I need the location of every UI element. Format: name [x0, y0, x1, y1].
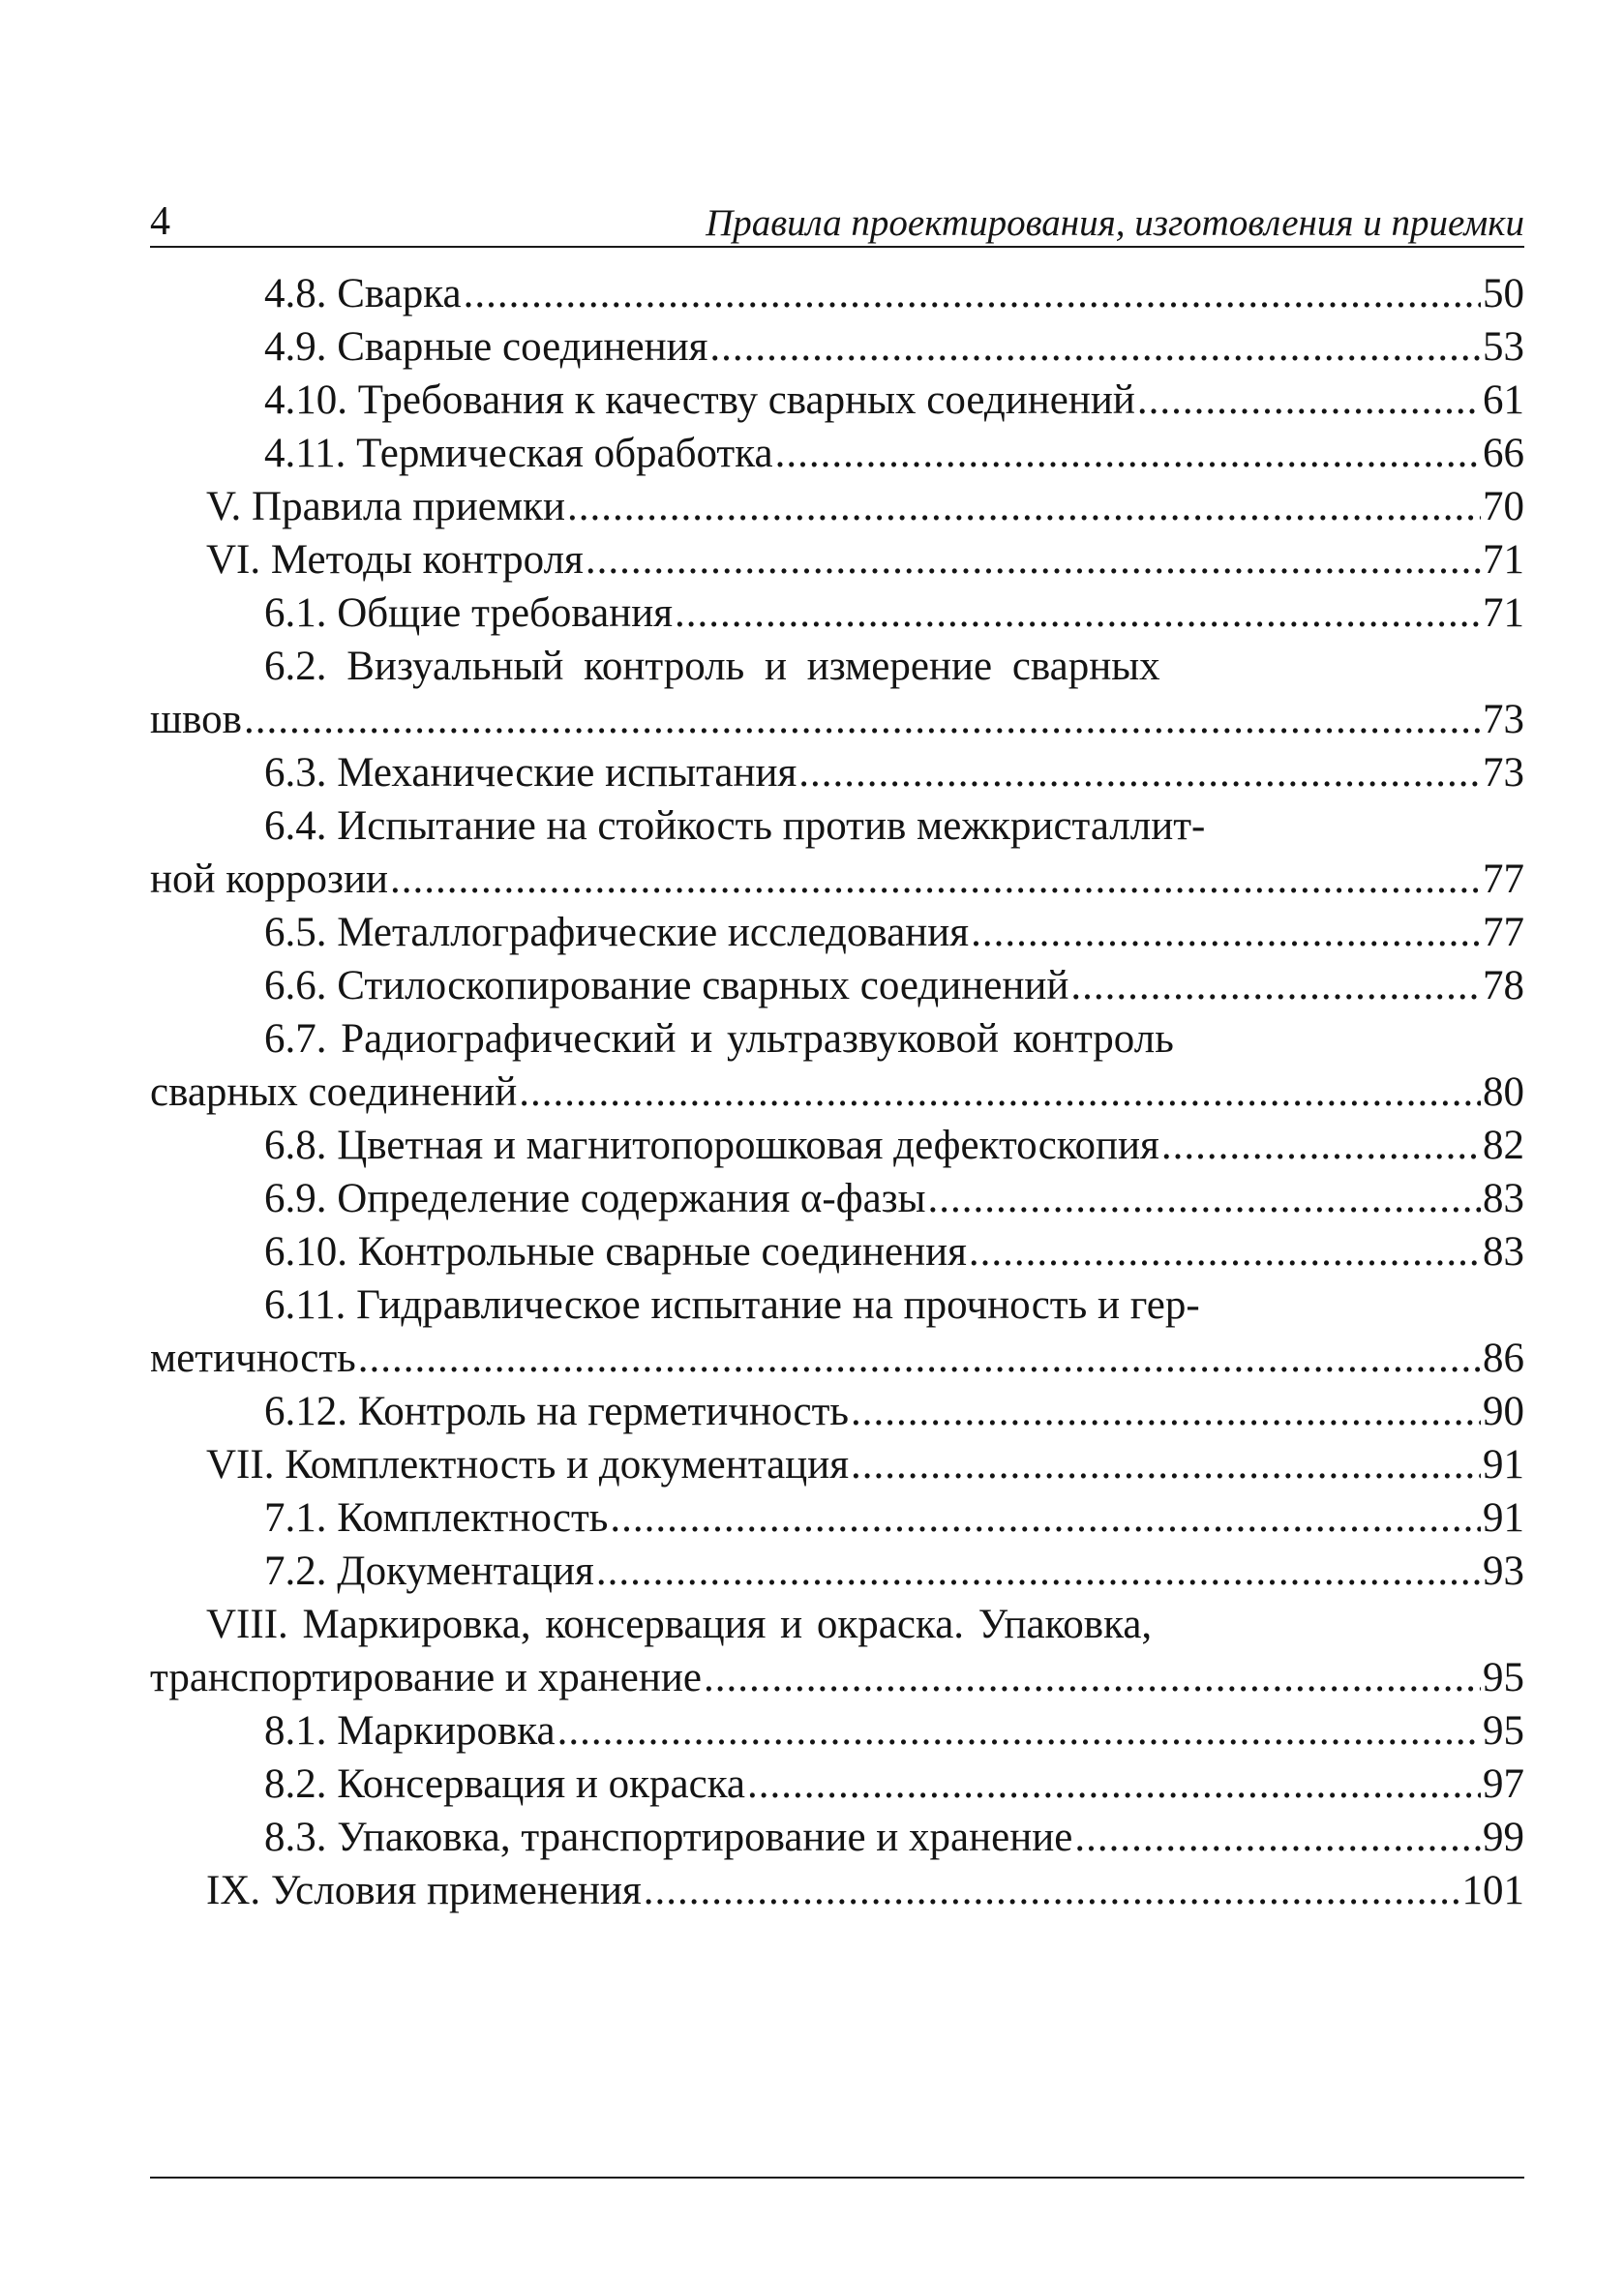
toc-entry-page: 53	[1483, 324, 1524, 370]
running-title: Правила проектирования, изготовления и приемки	[706, 202, 1524, 244]
dot-leader	[1161, 1119, 1481, 1172]
toc-entry-page: 97	[1483, 1761, 1524, 1807]
toc-entry-label: VII. Комплектность и документация	[206, 1442, 849, 1488]
toc-entry-page: 95	[1483, 1655, 1524, 1700]
toc-entry-label: 6.8. Цветная и магнитопорошковая дефектоскопия	[264, 1123, 1159, 1168]
dot-leader	[390, 853, 1481, 906]
toc-entry-page: 90	[1483, 1389, 1524, 1434]
toc-entry-label: 6.12. Контроль на герметичность	[264, 1389, 850, 1434]
toc-entry-page: 77	[1483, 857, 1524, 902]
toc-entry-label: VI. Методы контроля	[206, 537, 584, 583]
toc-entry-label: 4.8. Сварка	[264, 271, 462, 316]
toc-section-entry	[150, 533, 1524, 586]
toc-entry-page: 93	[1483, 1548, 1524, 1594]
toc-entry-first-line: 6.2. Визуальный контроль и измерение сварных	[264, 644, 1160, 689]
toc-entry-page: 83	[1483, 1176, 1524, 1221]
dot-leader	[244, 693, 1481, 746]
toc-entry-page: 99	[1483, 1815, 1524, 1860]
toc-entry-page: 95	[1483, 1708, 1524, 1754]
toc-entry-label: 6.6. Стилоскопирование сварных соединений	[264, 963, 1069, 1008]
toc-entry-first-line: VIII. Маркировка, консервация и окраска. Упаковка,	[206, 1602, 1153, 1647]
toc-entry-first-line: 6.11. Гидравлическое испытание на прочность и гер-	[264, 1282, 1200, 1328]
toc-entry-label: швов	[150, 697, 242, 742]
toc-entry-page: 83	[1483, 1229, 1524, 1275]
dot-leader	[464, 267, 1481, 320]
dot-leader	[610, 1491, 1481, 1545]
toc-entry-page: 50	[1483, 271, 1524, 316]
dot-leader	[851, 1438, 1481, 1491]
toc-entry	[150, 1225, 1524, 1278]
toc-entry-page: 91	[1483, 1495, 1524, 1541]
table-of-contents	[150, 267, 1524, 1917]
toc-entry-page: 80	[1483, 1069, 1524, 1115]
dot-leader	[596, 1545, 1481, 1598]
toc-entry-label: ной коррозии	[150, 857, 388, 902]
dot-leader	[358, 1332, 1481, 1385]
toc-entry-label: 4.9. Сварные соединения	[264, 324, 708, 370]
dot-leader	[586, 533, 1481, 586]
toc-entry	[150, 1491, 1524, 1545]
toc-section-entry	[150, 1598, 1524, 1704]
running-header	[150, 190, 1524, 248]
toc-entry-label: 4.10. Требования к качеству сварных соединений	[264, 377, 1135, 423]
dot-leader	[969, 1225, 1481, 1278]
toc-section-entry	[150, 1864, 1524, 1917]
toc-entry-label: метичность	[150, 1336, 356, 1381]
toc-entry	[150, 799, 1524, 906]
toc-entry	[150, 906, 1524, 959]
toc-entry	[150, 374, 1524, 427]
dot-leader	[747, 1758, 1481, 1811]
toc-entry-page: 82	[1483, 1123, 1524, 1168]
toc-entry	[150, 320, 1524, 374]
toc-entry-page: 73	[1483, 697, 1524, 742]
toc-section-entry	[150, 1438, 1524, 1491]
dot-leader	[928, 1172, 1481, 1225]
toc-entry	[150, 1385, 1524, 1438]
toc-section-entry	[150, 480, 1524, 533]
toc-entry	[150, 1545, 1524, 1598]
toc-entry-label: 8.1. Маркировка	[264, 1708, 556, 1754]
toc-entry-page: 86	[1483, 1336, 1524, 1381]
toc-entry-label: 6.1. Общие требования	[264, 590, 674, 636]
toc-entry-label: IX. Условия применения	[206, 1868, 642, 1913]
dot-leader	[851, 1385, 1481, 1438]
toc-entry-label: сварных соединений	[150, 1069, 518, 1115]
toc-entry-label: 7.1. Комплектность	[264, 1495, 609, 1541]
footer-rule	[150, 2177, 1524, 2179]
toc-entry	[150, 1278, 1524, 1385]
toc-entry-page: 71	[1483, 537, 1524, 583]
toc-entry-page: 73	[1483, 750, 1524, 796]
toc-entry	[150, 1012, 1524, 1119]
dot-leader	[971, 906, 1481, 959]
dot-leader	[1137, 374, 1481, 427]
dot-leader	[519, 1066, 1481, 1119]
toc-entry	[150, 1172, 1524, 1225]
toc-entry	[150, 959, 1524, 1012]
toc-entry	[150, 586, 1524, 640]
toc-entry-page: 77	[1483, 910, 1524, 955]
toc-entry	[150, 267, 1524, 320]
toc-entry-label: 4.11. Термическая обработка	[264, 431, 773, 476]
toc-entry	[150, 1704, 1524, 1758]
dot-leader	[644, 1864, 1460, 1917]
toc-entry	[150, 427, 1524, 480]
toc-entry-label: 6.9. Определение содержания α-фазы	[264, 1176, 926, 1221]
dot-leader	[775, 427, 1481, 480]
toc-entry	[150, 1758, 1524, 1811]
toc-entry-label: 8.2. Консервация и окраска	[264, 1761, 746, 1807]
toc-entry-page: 66	[1483, 431, 1524, 476]
dot-leader	[709, 320, 1481, 374]
dot-leader	[675, 586, 1481, 640]
toc-entry	[150, 1811, 1524, 1864]
toc-entry-first-line: 6.4. Испытание на стойкость против межкристаллит-	[264, 803, 1206, 849]
dot-leader	[704, 1651, 1481, 1704]
toc-entry-label: V. Правила приемки	[206, 484, 565, 529]
dot-leader	[1070, 959, 1481, 1012]
toc-entry	[150, 640, 1524, 746]
toc-entry-page: 101	[1461, 1868, 1524, 1913]
dot-leader	[1074, 1811, 1481, 1864]
toc-entry	[150, 1119, 1524, 1172]
toc-entry-label: 6.3. Механические испытания	[264, 750, 797, 796]
dot-leader	[557, 1704, 1481, 1758]
toc-entry	[150, 746, 1524, 799]
page-number: 4	[150, 199, 170, 244]
toc-entry-page: 71	[1483, 590, 1524, 636]
toc-entry-page: 70	[1483, 484, 1524, 529]
toc-entry-first-line: 6.7. Радиографический и ультразвуковой контроль	[264, 1016, 1174, 1062]
dot-leader	[798, 746, 1481, 799]
toc-entry-page: 61	[1483, 377, 1524, 423]
toc-entry-label: 6.10. Контрольные сварные соединения	[264, 1229, 967, 1275]
toc-entry-page: 78	[1483, 963, 1524, 1008]
toc-entry-page: 91	[1483, 1442, 1524, 1488]
toc-entry-label: транспортирование и хранение	[150, 1655, 702, 1700]
toc-entry-label: 6.5. Металлографические исследования	[264, 910, 970, 955]
toc-entry-label: 7.2. Документация	[264, 1548, 594, 1594]
toc-entry-label: 8.3. Упаковка, транспортирование и хранение	[264, 1815, 1073, 1860]
dot-leader	[567, 480, 1481, 533]
